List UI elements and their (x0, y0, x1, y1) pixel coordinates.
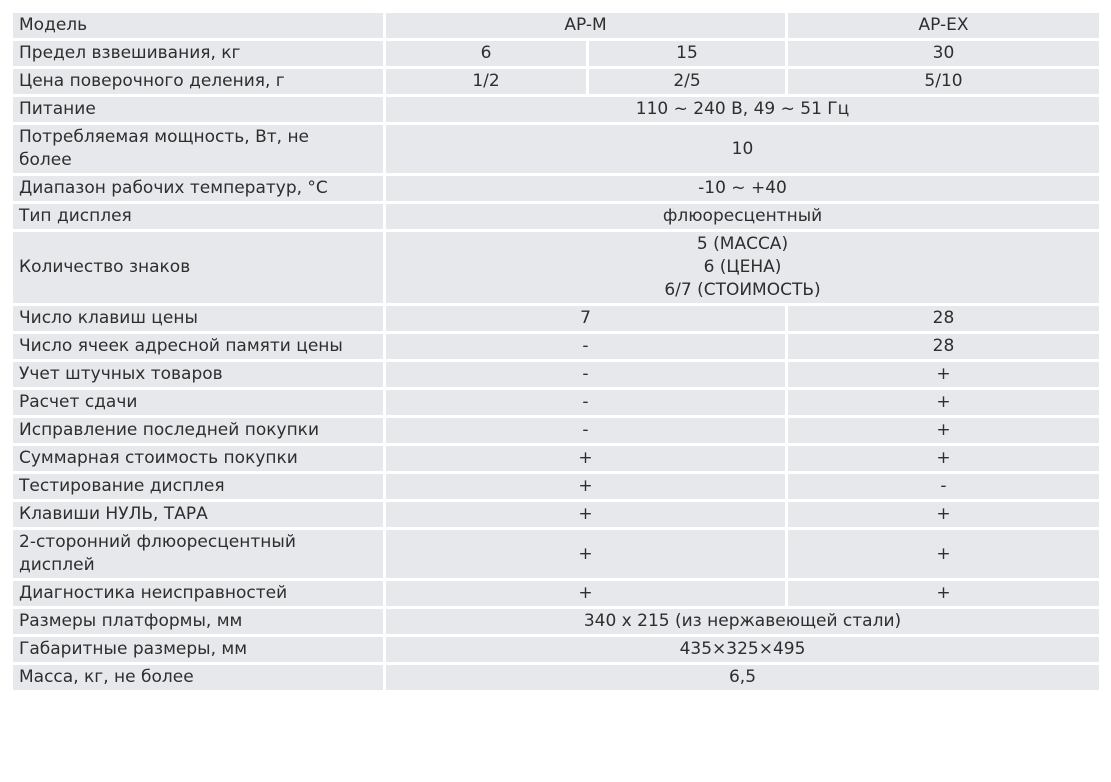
table-row-change-calc (13, 390, 1099, 415)
row-label-two-side-display (13, 530, 383, 578)
row-label-last-purchase-fix: Исправление последней покупки (13, 418, 383, 443)
row-label-division: Цена поверочного деления, г (13, 69, 383, 94)
row-label-change-calc: Расчет сдачи (13, 390, 383, 415)
table-row-piece-goods (13, 362, 1099, 387)
table-row-temperature (13, 176, 1099, 201)
table-row-weigh-limit (13, 41, 1099, 66)
cell-value: 10 (386, 125, 1099, 173)
table-row-power (13, 97, 1099, 122)
cell-value: - (386, 334, 785, 359)
table-row-last-purchase-fix (13, 418, 1099, 443)
table-row-display-test (13, 474, 1099, 499)
row-label-weigh-limit: Предел взвешивания, кг (13, 41, 383, 66)
row-label-overall-size: Габаритные размеры, мм (13, 637, 383, 662)
cell-value: 15 (589, 41, 785, 66)
specifications-table (10, 10, 1102, 693)
cell-value: 6 (386, 41, 586, 66)
table-row-memory-cells (13, 334, 1099, 359)
row-label-diagnostics: Диагностика неисправностей (13, 581, 383, 606)
cell-value: -10 ~ +40 (386, 176, 1099, 201)
row-label-price-keys: Число клавиш цены (13, 306, 383, 331)
value-line: 6/7 (СТОИМОСТЬ) (664, 280, 821, 300)
cell-value: + (788, 502, 1099, 527)
model-ap-ex-header: AP-EX (788, 13, 1099, 38)
cell-value: + (788, 362, 1099, 387)
cell-value: - (788, 474, 1099, 499)
table-row-zero-tare-keys (13, 502, 1099, 527)
row-label-zero-tare-keys: Клавиши НУЛЬ, ТАРА (13, 502, 383, 527)
row-label-platform-size: Размеры платформы, мм (13, 609, 383, 634)
row-label-display-type: Тип дисплея (13, 204, 383, 229)
cell-value: - (386, 390, 785, 415)
cell-value: - (386, 362, 785, 387)
table-row-display-type (13, 204, 1099, 229)
row-label-model: Модель (13, 13, 383, 38)
cell-value: + (788, 418, 1099, 443)
cell-value: флюоресцентный (386, 204, 1099, 229)
label-line: 2-сторонний флюоресцентный (19, 532, 296, 552)
table-row-model (13, 13, 1099, 38)
table-row-platform-size (13, 609, 1099, 634)
value-line: 5 (МАССА) (696, 234, 789, 254)
cell-value: 30 (788, 41, 1099, 66)
table-row-price-keys (13, 306, 1099, 331)
table-row-division (13, 69, 1099, 94)
cell-value: 2/5 (589, 69, 785, 94)
table-row-overall-size (13, 637, 1099, 662)
cell-value: 435×325×495 (386, 637, 1099, 662)
cell-value: + (788, 530, 1099, 578)
cell-value (386, 232, 1099, 303)
cell-value: 28 (788, 306, 1099, 331)
cell-value: 7 (386, 306, 785, 331)
cell-value: 1/2 (386, 69, 586, 94)
table-row-digits (13, 232, 1099, 303)
model-ap-m-header: AP-M (386, 13, 785, 38)
row-label-mass: Масса, кг, не более (13, 665, 383, 690)
table-row-consumption (13, 125, 1099, 173)
cell-value: - (386, 418, 785, 443)
cell-value: 6,5 (386, 665, 1099, 690)
cell-value: + (788, 581, 1099, 606)
cell-value: + (788, 390, 1099, 415)
label-line: Потребляемая мощность, Вт, не (19, 127, 310, 147)
row-label-memory-cells: Число ячеек адресной памяти цены (13, 334, 383, 359)
cell-value: 28 (788, 334, 1099, 359)
cell-value: + (386, 502, 785, 527)
row-label-temperature: Диапазон рабочих температур, °С (13, 176, 383, 201)
cell-value: 5/10 (788, 69, 1099, 94)
table-row-diagnostics (13, 581, 1099, 606)
cell-value: + (386, 581, 785, 606)
table-row-mass (13, 665, 1099, 690)
value-line: 6 (ЦЕНА) (703, 257, 782, 277)
label-line: дисплей (19, 555, 95, 575)
cell-value: 340 х 215 (из нержавеющей стали) (386, 609, 1099, 634)
row-label-digits: Количество знаков (13, 232, 383, 303)
table-row-total-cost (13, 446, 1099, 471)
row-label-consumption (13, 125, 383, 173)
row-label-total-cost: Суммарная стоимость покупки (13, 446, 383, 471)
cell-value: + (386, 446, 785, 471)
cell-value: + (788, 446, 1099, 471)
cell-value: + (386, 474, 785, 499)
row-label-display-test: Тестирование дисплея (13, 474, 383, 499)
cell-value: + (386, 530, 785, 578)
row-label-piece-goods: Учет штучных товаров (13, 362, 383, 387)
label-line: более (19, 150, 72, 170)
cell-value: 110 ~ 240 В, 49 ~ 51 Гц (386, 97, 1099, 122)
table-row-two-side-display (13, 530, 1099, 578)
row-label-power: Питание (13, 97, 383, 122)
